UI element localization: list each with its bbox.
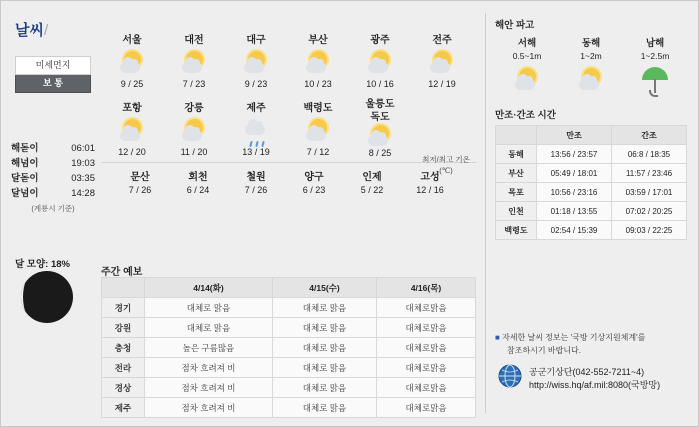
forecast-cell: 대체로 맑음 [145, 298, 273, 318]
tide-low: 09:03 / 22:25 [612, 221, 687, 240]
table-row [102, 378, 476, 398]
tide-col-2: 간조 [612, 126, 687, 145]
moonrise-label: 달돋이 [11, 173, 39, 184]
tide-port: 인천 [496, 202, 537, 221]
tide-high: 01:18 / 13:55 [537, 202, 612, 221]
minmax-note-line2: (℃) [439, 166, 453, 175]
weather-icon-sun-cloud [287, 48, 349, 78]
sun-moon-times [11, 141, 95, 214]
city-cell-gwangju [349, 31, 411, 89]
city-temp: 7 / 26 [244, 185, 268, 195]
sun-times-note: (계룡시 기준) [31, 204, 75, 213]
city-row-2 [101, 99, 476, 158]
tide-table [495, 125, 687, 240]
weekly-col-1: 4/14(화) [145, 278, 273, 298]
sunrise-label: 해돋이 [11, 143, 39, 154]
weather-icon-sun-cloud [163, 116, 225, 146]
forecast-cell: 대체로 맑음 [272, 358, 376, 378]
tide-high: 10:56 / 23:16 [537, 183, 612, 202]
city-temp: 6 / 23 [302, 185, 326, 195]
notice-line-2: 참조하시기 바랍니다. [507, 346, 581, 355]
sunrise-value: 06:01 [71, 143, 95, 154]
city-name: 회천 [188, 172, 208, 183]
region-label: 전라 [102, 358, 145, 378]
city-temp: 10 / 23 [304, 79, 332, 89]
tide-low: 06:8 / 18:35 [612, 145, 687, 164]
tide-low: 03:59 / 17:01 [612, 183, 687, 202]
contact-line-1: 공군기상단(042-552-7211~4) [529, 367, 645, 377]
tide-high: 13:56 / 23:57 [537, 145, 612, 164]
forecast-cell: 대체로맑음 [377, 378, 476, 398]
tide-high: 05:49 / 18:01 [537, 164, 612, 183]
city-temp: 5 / 22 [360, 185, 384, 195]
city-cell-baengnyeongdo [287, 99, 349, 158]
city-name: 포항 [122, 103, 142, 114]
dust-box [15, 56, 91, 93]
city-cell-yanggu [285, 166, 343, 195]
city-name-line1: 울릉도 [365, 99, 395, 110]
tide-port: 백령도 [496, 221, 537, 240]
city-cell-gangneung [163, 99, 225, 158]
weather-icon-sun-cloud [287, 116, 349, 146]
weather-icon-sun-cloud [225, 48, 287, 78]
forecast-cell: 대체로맑음 [377, 338, 476, 358]
city-name: 철원 [246, 172, 266, 183]
weekly-col-2: 4/15(수) [272, 278, 376, 298]
weather-icon-sun-cloud [559, 63, 623, 97]
wave-region-name: 서해 [517, 38, 537, 49]
weekly-forecast-table [101, 277, 476, 418]
city-cell-hoecheon [169, 166, 227, 195]
weather-icon-sun-cloud [349, 48, 411, 78]
tide-port: 부산 [496, 164, 537, 183]
city-temp: 11 / 20 [180, 147, 208, 157]
minmax-note-line1: 최저/최고 기온 [422, 155, 470, 164]
city-cell-cheorwon [227, 166, 285, 195]
city-temp: 7 / 26 [128, 185, 152, 195]
city-temp: 12 / 19 [428, 79, 456, 89]
sunset-value: 19:03 [71, 158, 95, 169]
table-row [496, 145, 687, 164]
table-row [496, 221, 687, 240]
city-cell-jeonju [411, 31, 473, 89]
wave-cell-seohae [495, 35, 559, 97]
weather-icon-sun-cloud [163, 48, 225, 78]
wave-region-name: 남해 [645, 38, 665, 49]
sunset-label: 해넘이 [11, 158, 39, 169]
table-row [102, 338, 476, 358]
city-temp: 12 / 16 [416, 185, 444, 195]
weather-icon-sun-cloud [101, 116, 163, 146]
city-name: 대구 [246, 35, 266, 46]
table-row [102, 298, 476, 318]
city-name: 인제 [362, 172, 382, 183]
contact-line-2[interactable]: http://wiss.hq/af.mil:8080(국방망) [529, 380, 661, 390]
region-label: 충청 [102, 338, 145, 358]
forecast-cell: 대체로 맑음 [145, 318, 273, 338]
weekly-col-0 [102, 278, 145, 298]
city-row-1 [101, 31, 476, 89]
page-title [15, 19, 48, 40]
forecast-cell: 대체로 맑음 [272, 318, 376, 338]
city-temp: 9 / 25 [120, 79, 144, 89]
wave-grid [495, 35, 687, 97]
city-name: 제주 [246, 103, 266, 114]
umbrella-icon [623, 63, 687, 97]
city-temp: 12 / 20 [118, 147, 146, 157]
page-title-text: 날씨 [15, 22, 44, 39]
moonrise-row [11, 171, 95, 186]
dust-label: 미세먼지 [15, 56, 91, 75]
wave-region-name: 동해 [581, 38, 601, 49]
notice-line-1: 자세한 날씨 정보는 '국방 기상지원체계'를 [502, 333, 646, 342]
wave-height: 1~2m [580, 51, 602, 61]
table-row [102, 398, 476, 418]
tide-col-1: 만조 [537, 126, 612, 145]
moon-phase-text: 달 모양: [15, 259, 49, 270]
city-name: 대전 [184, 35, 204, 46]
globe-icon [497, 363, 523, 389]
tide-title: 만조·간조 시간 [495, 110, 556, 121]
title-slash: / [43, 22, 49, 39]
contact-block [529, 365, 660, 391]
weekly-forecast-title: 주간 예보 [101, 267, 143, 278]
city-name: 양구 [304, 172, 324, 183]
tide-port: 동해 [496, 145, 537, 164]
city-temp: 13 / 19 [242, 147, 270, 157]
moonset-value: 14:28 [71, 188, 95, 199]
city-temp: 7 / 23 [182, 79, 206, 89]
minmax-note [416, 154, 476, 176]
notice-block [495, 331, 691, 357]
city-temp: 9 / 23 [244, 79, 268, 89]
city-cell-munsan [111, 166, 169, 195]
weather-icon-sun-cloud [349, 125, 411, 147]
city-temp: 10 / 16 [366, 79, 394, 89]
city-cell-inje [343, 166, 401, 195]
weekly-col-3: 4/16(목) [377, 278, 476, 298]
region-label: 경상 [102, 378, 145, 398]
city-name: 서울 [122, 35, 142, 46]
city-name: 부산 [308, 35, 328, 46]
forecast-cell: 대체로맑음 [377, 358, 476, 378]
forecast-cell: 대체로 맑음 [272, 298, 376, 318]
tide-low: 07:02 / 20:25 [612, 202, 687, 221]
city-name: 광주 [370, 35, 390, 46]
city-forecast-panel [101, 31, 476, 195]
moonset-label: 달넘이 [11, 188, 39, 199]
city-temp: 6 / 24 [186, 185, 210, 195]
moon-disc [21, 271, 73, 323]
forecast-cell: 대체로맑음 [377, 398, 476, 418]
tide-low: 11:57 / 23:46 [612, 164, 687, 183]
city-cell-busan [287, 31, 349, 89]
coastal-panel [495, 17, 687, 240]
table-row [496, 202, 687, 221]
forecast-cell: 대체로 맑음 [272, 378, 376, 398]
tide-port: 목포 [496, 183, 537, 202]
city-cell-daejeon [163, 31, 225, 89]
city-name: 문산 [130, 172, 150, 183]
city-name-line2: 독도 [370, 112, 390, 123]
sunrise-row [11, 141, 95, 156]
city-cell-daegu [225, 31, 287, 89]
weather-icon-sun-cloud [101, 48, 163, 78]
moonrise-value: 03:35 [71, 173, 95, 184]
wave-cell-donghae [559, 35, 623, 97]
weekly-forecast-table-wrap [101, 277, 476, 418]
weather-icon-cloud-rain [225, 116, 287, 146]
city-name: 고성 [420, 172, 440, 183]
tide-high: 02:54 / 15:39 [537, 221, 612, 240]
moonset-row [11, 186, 95, 201]
region-label: 강원 [102, 318, 145, 338]
wave-height: 1~2.5m [640, 51, 670, 61]
forecast-cell: 점차 흐려져 비 [145, 378, 273, 398]
bullet-square-icon: ■ [495, 333, 500, 342]
city-temp: 7 / 12 [306, 147, 330, 157]
vertical-divider [485, 13, 486, 413]
moon-phase-graphic [21, 271, 77, 327]
table-row [102, 358, 476, 378]
city-cell-seoul [101, 31, 163, 89]
region-label: 제주 [102, 398, 145, 418]
moon-phase-label [15, 256, 70, 270]
wave-height: 0.5~1m [512, 51, 542, 61]
region-label: 경기 [102, 298, 145, 318]
forecast-cell: 점차 흐려져 비 [145, 358, 273, 378]
forecast-cell: 점차 흐려져 비 [145, 398, 273, 418]
weather-icon-sun-cloud [411, 48, 473, 78]
table-header-row [102, 278, 476, 298]
minmax-note-cell [411, 99, 473, 158]
dust-value-badge: 보 통 [15, 75, 91, 93]
table-row [496, 164, 687, 183]
table-header-row [496, 126, 687, 145]
city-cell-jeju [225, 99, 287, 158]
city-cell-pohang [101, 99, 163, 158]
forecast-cell: 대체로맑음 [377, 298, 476, 318]
table-row [102, 318, 476, 338]
wave-cell-namhae [623, 35, 687, 97]
forecast-cell: 대체로 맑음 [272, 338, 376, 358]
moon-shadow-part [23, 271, 49, 323]
city-name: 백령도 [303, 103, 333, 114]
sunset-row [11, 156, 95, 171]
forecast-cell: 대체로맑음 [377, 318, 476, 338]
moon-phase-value: 18% [50, 259, 70, 270]
weather-icon-sun-cloud [495, 63, 559, 97]
table-row [496, 183, 687, 202]
forecast-cell: 대체로 맑음 [272, 398, 376, 418]
forecast-cell: 높은 구름많음 [145, 338, 273, 358]
city-cell-ulleungdo-dokdo [349, 99, 411, 158]
city-temp: 8 / 25 [368, 148, 392, 158]
city-name: 강릉 [184, 103, 204, 114]
tide-col-0 [496, 126, 537, 145]
city-name: 전주 [432, 35, 452, 46]
wave-title: 해안 파고 [495, 20, 535, 31]
